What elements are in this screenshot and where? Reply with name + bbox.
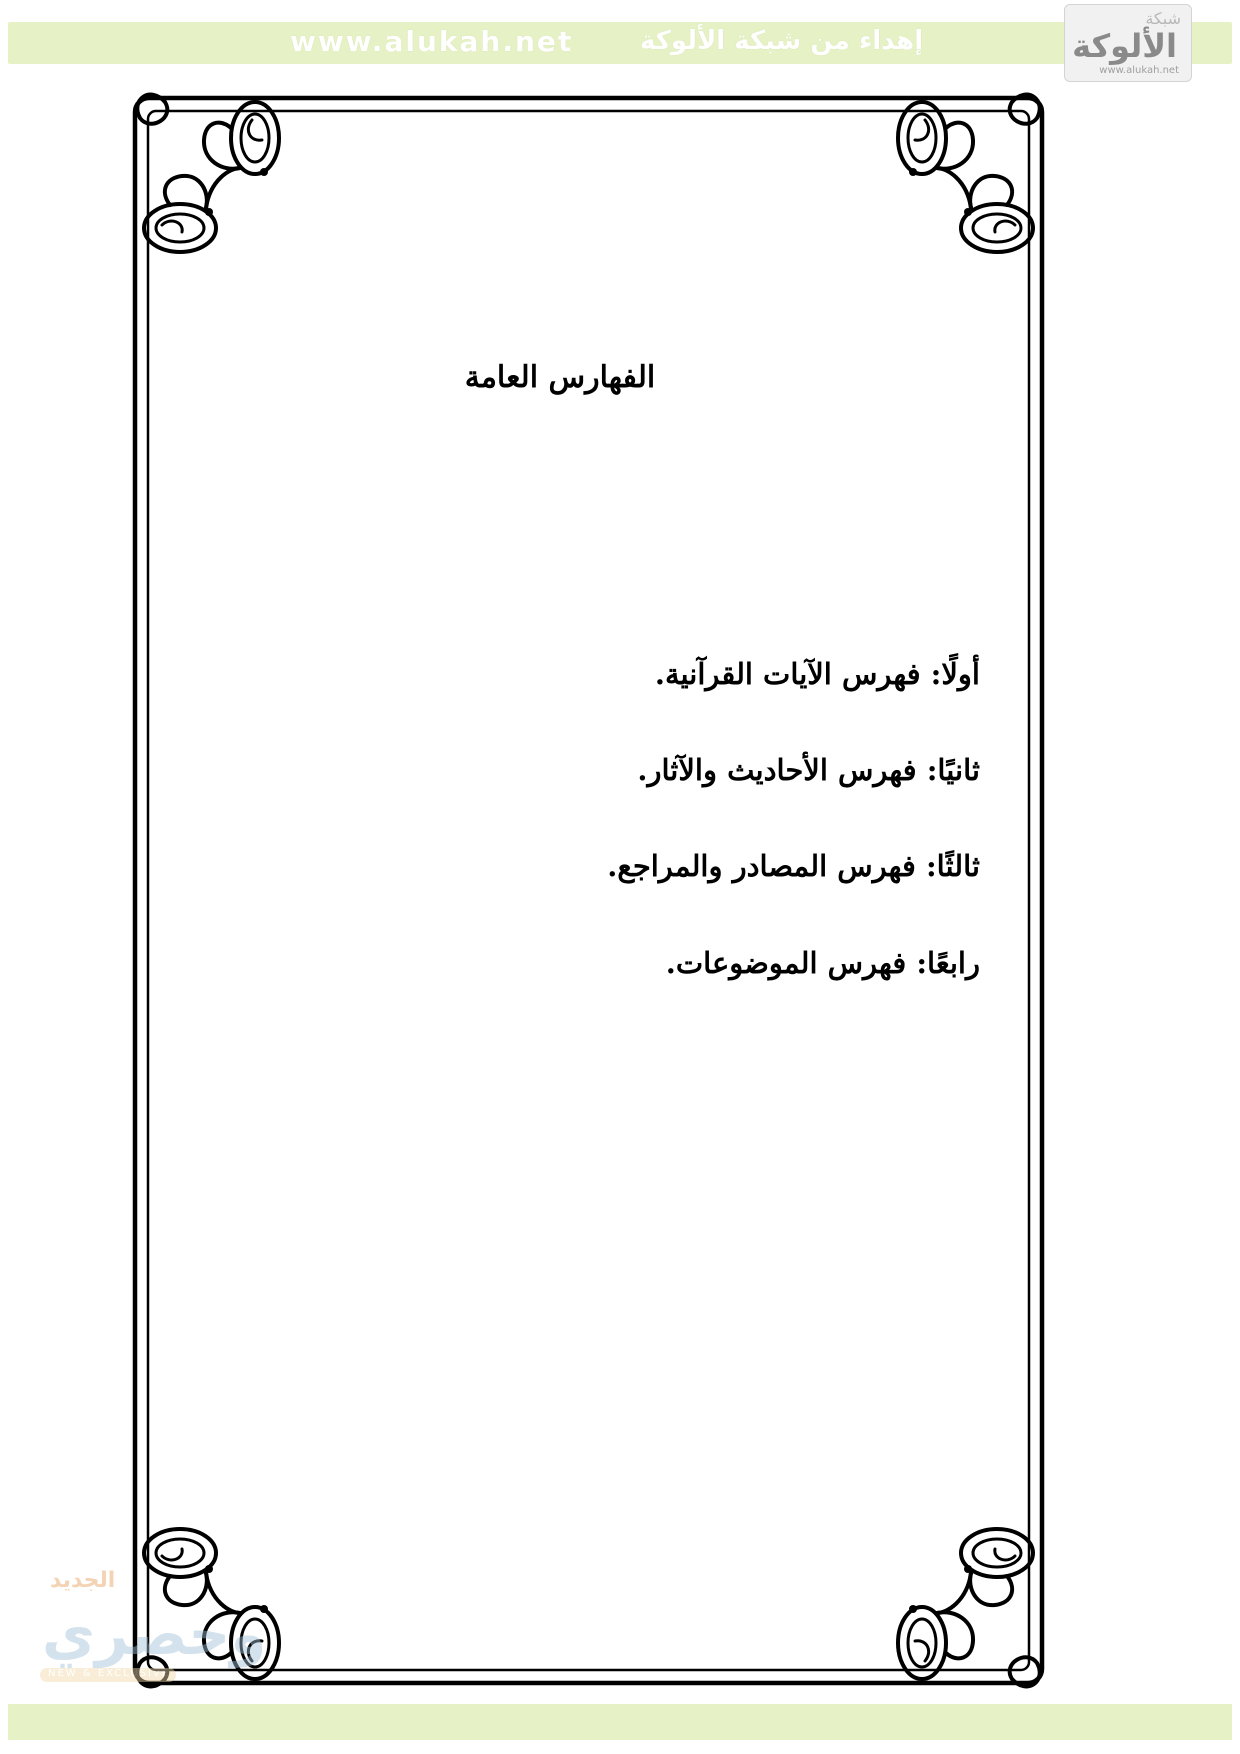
logo-url-text: www.alukah.net — [1099, 65, 1179, 76]
stamp-english-text: NEW & EXCLUSIVE — [48, 1668, 171, 1679]
bottom-banner — [8, 1704, 1232, 1740]
list-item: ثالثًا: فهرس المصادر والمراجع. — [607, 849, 980, 883]
banner-gift-text: إهداء من شبكة الألوكة — [640, 26, 924, 56]
stamp-top-text: الجديد — [50, 1568, 116, 1593]
logo-main-text: الألوكة — [1072, 27, 1177, 65]
logo-top-text: شبكة — [1145, 9, 1181, 28]
list-item: أولًا: فهرس الآيات القرآنية. — [654, 657, 980, 691]
new-exclusive-stamp — [40, 1560, 267, 1690]
stamp-main-text: وحصري — [42, 1600, 267, 1668]
list-item: ثانيًا: فهرس الأحاديث والآثار. — [637, 753, 980, 787]
list-item: رابعًا: فهرس الموضوعات. — [665, 946, 980, 980]
page-title: الفهارس العامة — [464, 360, 656, 395]
banner-url[interactable]: www.alukah.net — [290, 25, 574, 58]
